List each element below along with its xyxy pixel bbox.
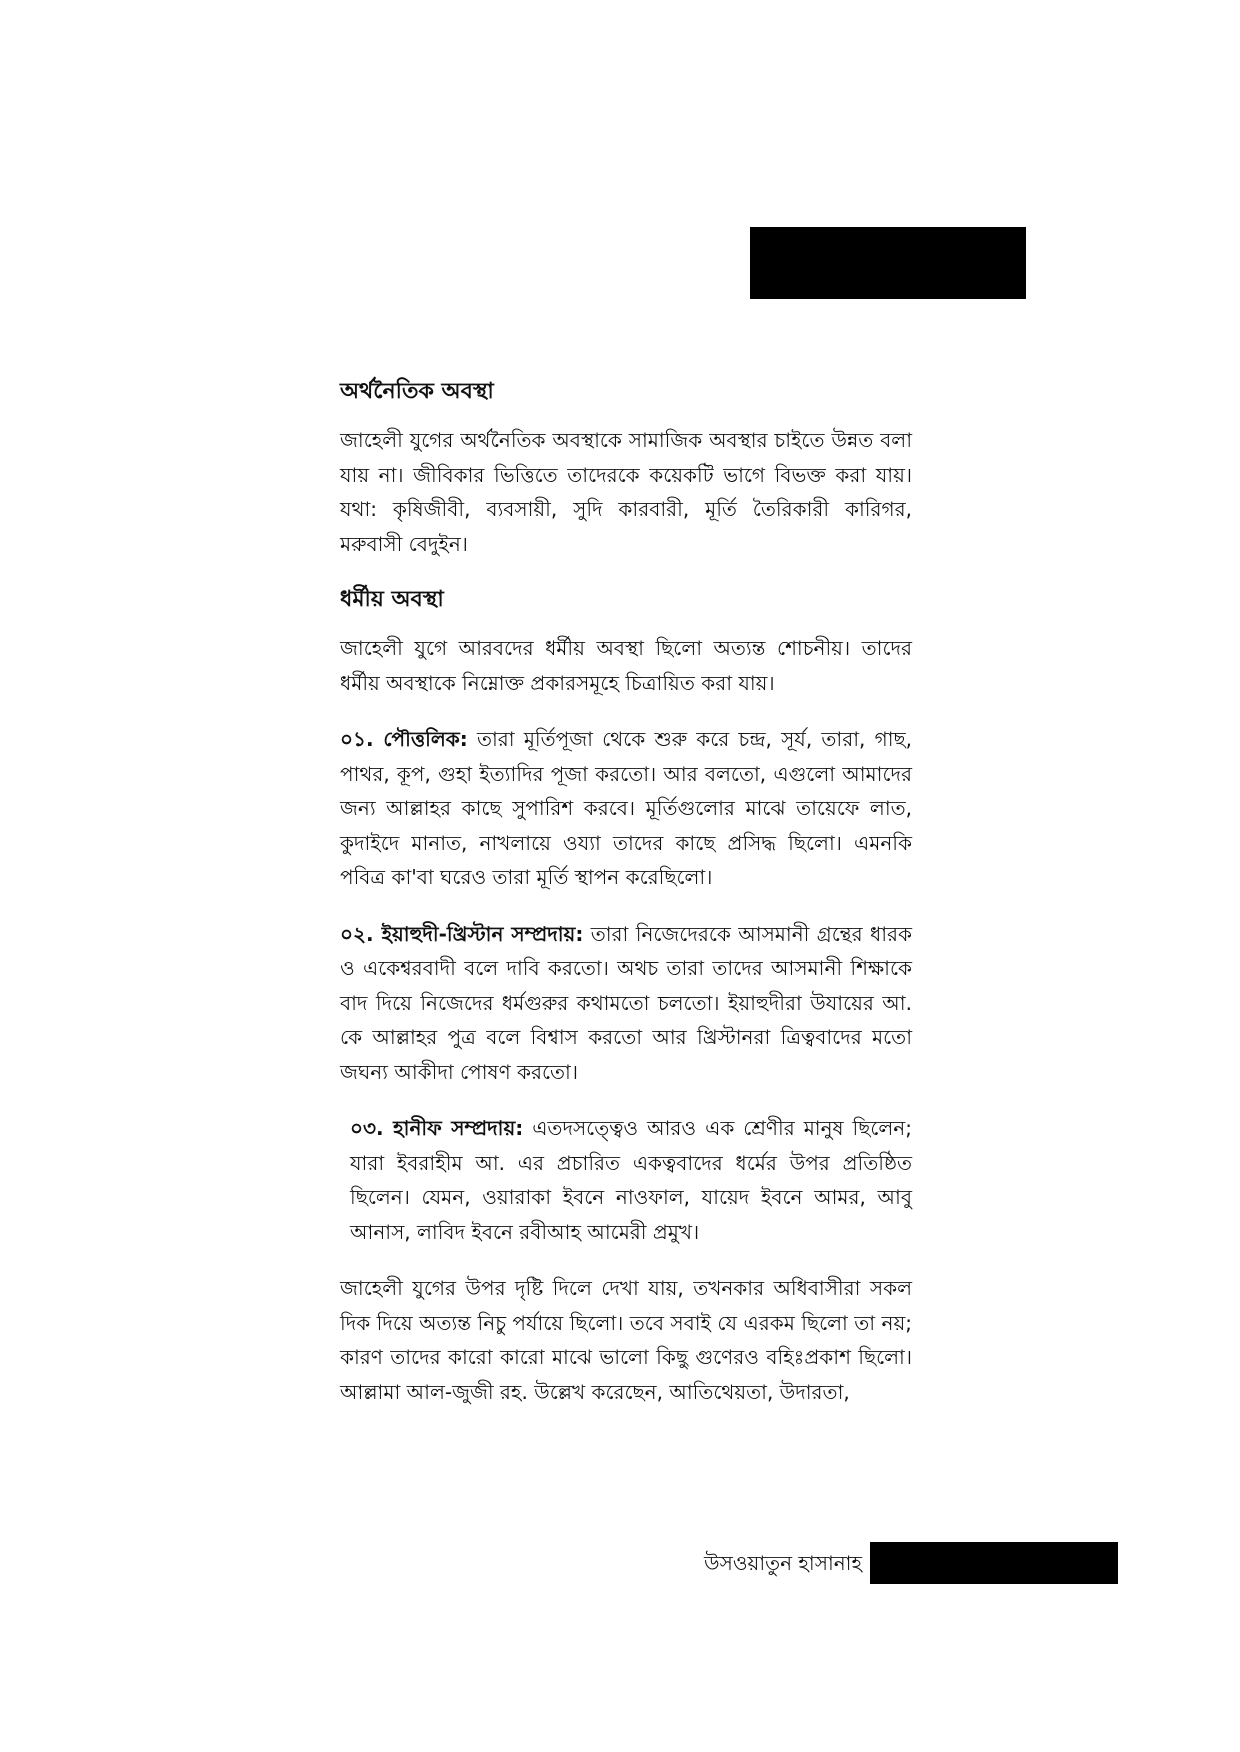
list-item-label: ০২. ইয়াহুদী-খ্রিস্টান সম্প্রদায়: [340, 921, 584, 946]
list-item-jews-christians [340, 917, 912, 1090]
redacted-header-block [750, 227, 1026, 299]
paragraph-closing: জাহেলী যুগের উপর দৃষ্টি দিলে দেখা যায়, তখনকার অধিবাসীরা সকল দিক দিয়ে অত্যন্ত নিচু পর্যায়ে ছিলো। তবে সবাই যে এরকম ছিলো তা নয়; কারণ তাদের কারো কারো মাঝে ভালো কিছু গুণেরও বহিঃপ্রকাশ ছিলো। আল্লামা আল-জুজী রহ. উল্লেখ করেছেন, আতিথেয়তা, উদারতা, [340, 1276, 912, 1404]
list-item-text: এতদসত্ত্বেও আরও এক শ্রেণীর মানুষ ছিলেন; যারা ইবরাহীম আ. এর প্রচারিত একত্ববাদের ধর্মের উপর প্রতিষ্ঠিত ছিলেন। যেমন, ওয়ারাকা ইবনে নাওফাল, যায়েদ ইবনে আমর, আবু আনাস, লাবিদ ইবনে রবীআহ আমেরী প্রমুখ। [350, 1116, 912, 1244]
paragraph-economic: জাহেলী যুগের অর্থনৈতিক অবস্থাকে সামাজিক অবস্থার চাইতে উন্নত বলা যায় না। জীবিকার ভিত্তিতে তাদেরকে কয়েকটি ভাগে বিভক্ত করা যায়। যথা: কৃষিজীবী, ব্যবসায়ী, সুদি কারবারী, মূর্তি তৈরিকারী কারিগর, মরুবাসী বেদুইন। [340, 428, 912, 556]
page-content [340, 375, 912, 1431]
list-item-idolaters [340, 722, 912, 895]
list-item-label: ০১. পৌত্তলিক: [340, 727, 468, 751]
list-item-text: তারা নিজেদেরকে আসমানী গ্রন্থের ধারক ও একেশ্বরবাদী বলে দাবি করতো। অথচ তারা তাদের আসমানী শিক্ষাকে বাদ দিয়ে নিজেদের ধর্মগুরুর কথামতো চলতো। ইয়াহুদীরা উযায়ের আ. কে আল্লাহর পুত্র বলে বিশ্বাস করতো আর খ্রিস্টানরা ত্রিত্ববাদের মতো জঘন্য আকীদা পোষণ করতো। [340, 921, 912, 1084]
redacted-footer-block [870, 1542, 1118, 1584]
section-heading-religious: ধর্মীয় অবস্থা [340, 587, 444, 612]
paragraph-religious-intro: জাহেলী যুগে আরবদের ধর্মীয় অবস্থা ছিলো অত্যন্ত শোচনীয়। তাদের ধর্মীয় অবস্থাকে নিম্নোক্ত প্রকারসমূহে চিত্রায়িত করা যায়। [340, 636, 912, 695]
list-item-text: তারা মূর্তিপূজা থেকে শুরু করে চন্দ্র, সূর্য, তারা, গাছ, পাথর, কূপ, গুহা ইত্যাদির পূজা করতো। আর বলতো, এগুলো আমাদের জন্য আল্লাহর কাছে সুপারিশ করবে। মূর্তিগুলোর মাঝে তায়েফে লাত, কুদাইদে মানাত, নাখলায়ে ওয্যা তাদের কাছে প্রসিদ্ধ ছিলো। এমনকি পবিত্র কা'বা ঘরেও তারা মূর্তি স্থাপন করেছিলো। [340, 727, 912, 889]
section-heading-economic: অর্থনৈতিক অবস্থা [340, 379, 494, 404]
footer-book-title: উসওয়াতুন হাসানাহ [704, 1551, 862, 1575]
list-item-hanif [340, 1111, 912, 1249]
list-item-label: ০৩. হানীফ সম্প্রদায়: [350, 1116, 524, 1140]
